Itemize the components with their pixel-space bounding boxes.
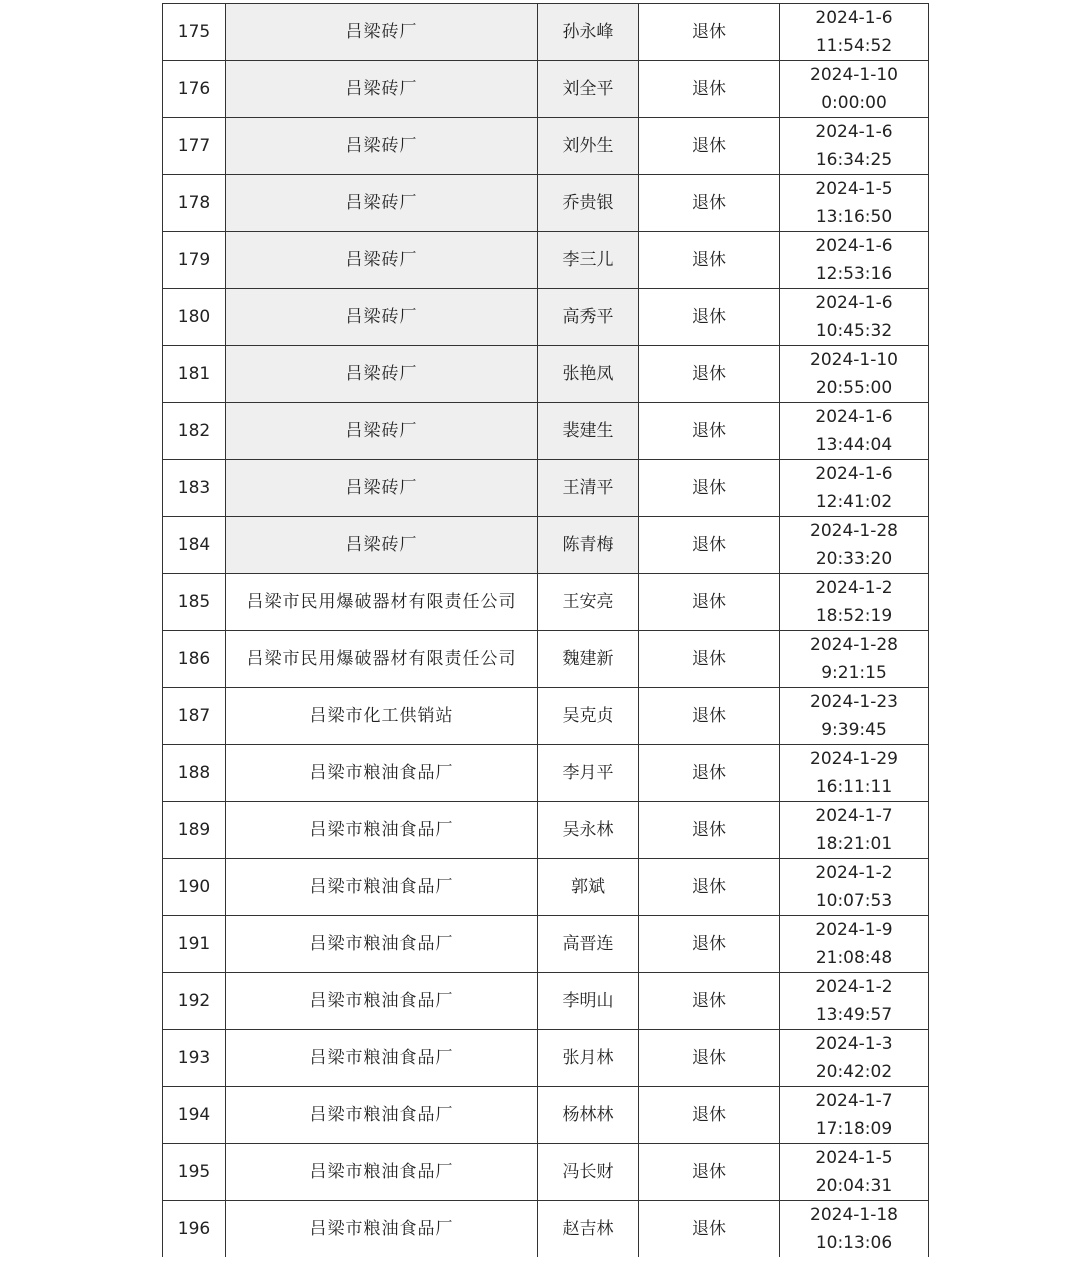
status-cell: 退休	[639, 802, 780, 859]
work-unit-cell: 吕梁市粮油食品厂	[226, 1201, 538, 1258]
time-text: 0:00:00	[821, 93, 887, 113]
status-cell: 退休	[639, 745, 780, 802]
work-unit-cell: 吕梁市粮油食品厂	[226, 745, 538, 802]
person-name-cell: 张月林	[538, 1030, 639, 1087]
time-text: 11:54:52	[815, 36, 893, 56]
row-number-cell: 184	[163, 517, 226, 574]
time-text: 12:53:16	[815, 264, 893, 284]
row-number-cell: 194	[163, 1087, 226, 1144]
table-row	[163, 346, 929, 403]
datetime-cell	[780, 859, 929, 916]
row-number-cell: 188	[163, 745, 226, 802]
time-text: 16:34:25	[815, 150, 893, 170]
datetime-cell	[780, 61, 929, 118]
date-text: 2024-1-5	[815, 1148, 893, 1168]
date-text: 2024-1-6	[815, 8, 893, 28]
datetime-cell	[780, 745, 929, 802]
work-unit-cell: 吕梁砖厂	[226, 118, 538, 175]
datetime-cell	[780, 1144, 929, 1201]
person-name-cell: 陈青梅	[538, 517, 639, 574]
work-unit-cell: 吕梁砖厂	[226, 403, 538, 460]
status-cell: 退休	[639, 1144, 780, 1201]
time-text: 20:55:00	[815, 378, 893, 398]
status-cell: 退休	[639, 688, 780, 745]
work-unit-cell: 吕梁砖厂	[226, 346, 538, 403]
work-unit-cell: 吕梁市粮油食品厂	[226, 1087, 538, 1144]
row-number-cell: 179	[163, 232, 226, 289]
date-text: 2024-1-10	[810, 350, 898, 370]
status-cell: 退休	[639, 403, 780, 460]
time-text: 10:45:32	[815, 321, 893, 341]
person-name-cell: 王安亮	[538, 574, 639, 631]
work-unit-cell: 吕梁砖厂	[226, 232, 538, 289]
date-text: 2024-1-29	[810, 749, 898, 769]
status-cell: 退休	[639, 916, 780, 973]
row-number-cell: 190	[163, 859, 226, 916]
date-text: 2024-1-6	[815, 236, 893, 256]
datetime-cell	[780, 916, 929, 973]
time-text: 10:07:53	[815, 891, 893, 911]
date-text: 2024-1-6	[815, 464, 893, 484]
status-cell: 退休	[639, 1087, 780, 1144]
time-text: 13:49:57	[815, 1005, 893, 1025]
row-number-cell: 196	[163, 1201, 226, 1258]
work-unit-cell: 吕梁市化工供销站	[226, 688, 538, 745]
work-unit-cell: 吕梁砖厂	[226, 517, 538, 574]
work-unit-cell: 吕梁市民用爆破器材有限责任公司	[226, 574, 538, 631]
status-cell: 退休	[639, 289, 780, 346]
table-row	[163, 574, 929, 631]
person-name-cell: 孙永峰	[538, 4, 639, 61]
status-cell: 退休	[639, 232, 780, 289]
status-cell: 退休	[639, 574, 780, 631]
table-row	[163, 916, 929, 973]
table-row	[163, 745, 929, 802]
table-row	[163, 517, 929, 574]
person-name-cell: 吴永林	[538, 802, 639, 859]
row-number-cell: 177	[163, 118, 226, 175]
person-name-cell: 乔贵银	[538, 175, 639, 232]
person-name-cell: 李明山	[538, 973, 639, 1030]
retiree-table-page	[162, 3, 928, 1257]
row-number-cell: 189	[163, 802, 226, 859]
status-cell: 退休	[639, 61, 780, 118]
table-row	[163, 631, 929, 688]
work-unit-cell: 吕梁砖厂	[226, 175, 538, 232]
date-text: 2024-1-6	[815, 122, 893, 142]
person-name-cell: 吴克贞	[538, 688, 639, 745]
person-name-cell: 高晋连	[538, 916, 639, 973]
time-text: 20:04:31	[815, 1176, 893, 1196]
person-name-cell: 高秀平	[538, 289, 639, 346]
table-row	[163, 4, 929, 61]
table-row	[163, 1087, 929, 1144]
row-number-cell: 187	[163, 688, 226, 745]
table-row	[163, 1030, 929, 1087]
table-row	[163, 61, 929, 118]
person-name-cell: 刘全平	[538, 61, 639, 118]
date-text: 2024-1-6	[815, 407, 893, 427]
status-cell: 退休	[639, 859, 780, 916]
status-cell: 退休	[639, 460, 780, 517]
datetime-cell	[780, 574, 929, 631]
time-text: 18:52:19	[815, 606, 893, 626]
datetime-cell	[780, 1087, 929, 1144]
person-name-cell: 刘外生	[538, 118, 639, 175]
datetime-cell	[780, 688, 929, 745]
datetime-cell	[780, 460, 929, 517]
table-row	[163, 175, 929, 232]
row-number-cell: 192	[163, 973, 226, 1030]
datetime-cell	[780, 403, 929, 460]
row-number-cell: 176	[163, 61, 226, 118]
datetime-cell	[780, 973, 929, 1030]
row-number-cell: 178	[163, 175, 226, 232]
row-number-cell: 186	[163, 631, 226, 688]
time-text: 9:39:45	[821, 720, 887, 740]
table-row	[163, 1201, 929, 1258]
row-number-cell: 185	[163, 574, 226, 631]
row-number-cell: 181	[163, 346, 226, 403]
date-text: 2024-1-9	[815, 920, 893, 940]
time-text: 12:41:02	[815, 492, 893, 512]
datetime-cell	[780, 346, 929, 403]
work-unit-cell: 吕梁砖厂	[226, 4, 538, 61]
work-unit-cell: 吕梁砖厂	[226, 460, 538, 517]
work-unit-cell: 吕梁市粮油食品厂	[226, 916, 538, 973]
table-row	[163, 232, 929, 289]
row-number-cell: 180	[163, 289, 226, 346]
status-cell: 退休	[639, 118, 780, 175]
time-text: 9:21:15	[821, 663, 887, 683]
time-text: 13:44:04	[815, 435, 893, 455]
datetime-cell	[780, 4, 929, 61]
work-unit-cell: 吕梁市粮油食品厂	[226, 1144, 538, 1201]
retiree-table	[162, 3, 929, 1257]
datetime-cell	[780, 1201, 929, 1258]
person-name-cell: 王清平	[538, 460, 639, 517]
datetime-cell	[780, 175, 929, 232]
row-number-cell: 191	[163, 916, 226, 973]
table-row	[163, 973, 929, 1030]
time-text: 10:13:06	[815, 1233, 893, 1253]
time-text: 20:33:20	[815, 549, 893, 569]
table-row	[163, 118, 929, 175]
status-cell: 退休	[639, 631, 780, 688]
status-cell: 退休	[639, 175, 780, 232]
date-text: 2024-1-7	[815, 806, 893, 826]
work-unit-cell: 吕梁市民用爆破器材有限责任公司	[226, 631, 538, 688]
work-unit-cell: 吕梁市粮油食品厂	[226, 1030, 538, 1087]
datetime-cell	[780, 118, 929, 175]
datetime-cell	[780, 631, 929, 688]
status-cell: 退休	[639, 4, 780, 61]
date-text: 2024-1-6	[815, 293, 893, 313]
person-name-cell: 李三儿	[538, 232, 639, 289]
date-text: 2024-1-10	[810, 65, 898, 85]
date-text: 2024-1-2	[815, 977, 893, 997]
time-text: 16:11:11	[815, 777, 893, 797]
work-unit-cell: 吕梁市粮油食品厂	[226, 973, 538, 1030]
status-cell: 退休	[639, 973, 780, 1030]
date-text: 2024-1-18	[810, 1205, 898, 1225]
datetime-cell	[780, 1030, 929, 1087]
table-body	[163, 4, 929, 1258]
table-row	[163, 802, 929, 859]
person-name-cell: 冯长财	[538, 1144, 639, 1201]
time-text: 13:16:50	[815, 207, 893, 227]
work-unit-cell: 吕梁砖厂	[226, 289, 538, 346]
datetime-cell	[780, 289, 929, 346]
row-number-cell: 175	[163, 4, 226, 61]
table-row	[163, 460, 929, 517]
time-text: 18:21:01	[815, 834, 893, 854]
date-text: 2024-1-2	[815, 863, 893, 883]
work-unit-cell: 吕梁市粮油食品厂	[226, 802, 538, 859]
date-text: 2024-1-28	[810, 521, 898, 541]
table-row	[163, 688, 929, 745]
person-name-cell: 郭斌	[538, 859, 639, 916]
status-cell: 退休	[639, 1201, 780, 1258]
date-text: 2024-1-2	[815, 578, 893, 598]
time-text: 20:42:02	[815, 1062, 893, 1082]
datetime-cell	[780, 517, 929, 574]
table-row	[163, 859, 929, 916]
date-text: 2024-1-23	[810, 692, 898, 712]
table-row	[163, 1144, 929, 1201]
person-name-cell: 魏建新	[538, 631, 639, 688]
table-row	[163, 403, 929, 460]
status-cell: 退休	[639, 1030, 780, 1087]
date-text: 2024-1-5	[815, 179, 893, 199]
datetime-cell	[780, 232, 929, 289]
row-number-cell: 195	[163, 1144, 226, 1201]
person-name-cell: 李月平	[538, 745, 639, 802]
date-text: 2024-1-3	[815, 1034, 893, 1054]
status-cell: 退休	[639, 517, 780, 574]
datetime-cell	[780, 802, 929, 859]
person-name-cell: 裴建生	[538, 403, 639, 460]
person-name-cell: 杨林林	[538, 1087, 639, 1144]
row-number-cell: 183	[163, 460, 226, 517]
date-text: 2024-1-28	[810, 635, 898, 655]
person-name-cell: 张艳凤	[538, 346, 639, 403]
time-text: 17:18:09	[815, 1119, 893, 1139]
row-number-cell: 193	[163, 1030, 226, 1087]
work-unit-cell: 吕梁砖厂	[226, 61, 538, 118]
time-text: 21:08:48	[815, 948, 893, 968]
table-row	[163, 289, 929, 346]
row-number-cell: 182	[163, 403, 226, 460]
person-name-cell: 赵吉林	[538, 1201, 639, 1258]
work-unit-cell: 吕梁市粮油食品厂	[226, 859, 538, 916]
status-cell: 退休	[639, 346, 780, 403]
date-text: 2024-1-7	[815, 1091, 893, 1111]
